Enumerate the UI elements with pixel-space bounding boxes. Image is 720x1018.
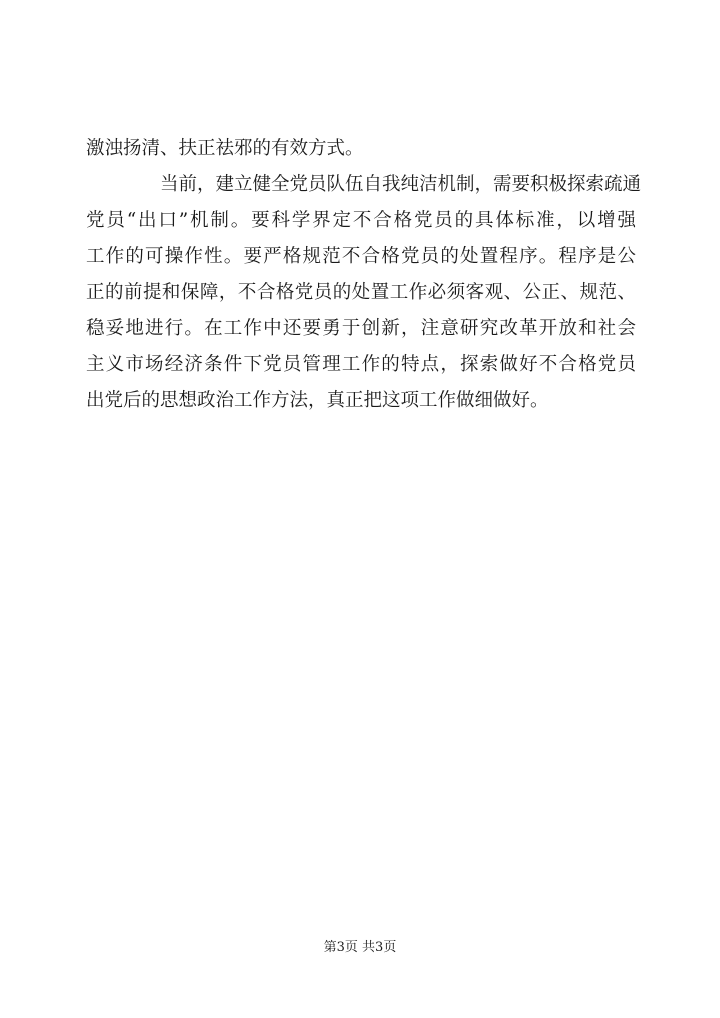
paragraph-line: 稳妥地进行。在工作中还要勇于创新，注意研究改革开放和社会 — [86, 318, 636, 339]
page-number-footer: 第3页 共3页 — [323, 940, 397, 955]
paragraph-line: 主义市场经济条件下党员管理工作的特点，探索做好不合格党员 — [86, 354, 636, 375]
paragraph-line: 正的前提和保障，不合格党员的处置工作必须客观、公正、规范、 — [86, 282, 636, 303]
paragraph-line: 党员“出口”机制。要科学界定不合格党员的具体标准，以增强 — [86, 210, 636, 231]
body-text — [86, 131, 642, 419]
paragraph-line: 当前，建立健全党员队伍自我纯洁机制，需要积极探索疏通 — [160, 174, 642, 195]
paragraph-line: 工作的可操作性。要严格规范不合格党员的处置程序。程序是公 — [86, 246, 636, 267]
paragraph-line: 出党后的思想政治工作方法，真正把这项工作做细做好。 — [86, 390, 549, 411]
paragraph-line: 激浊扬清、扶正祛邪的有效方式。 — [86, 138, 364, 159]
